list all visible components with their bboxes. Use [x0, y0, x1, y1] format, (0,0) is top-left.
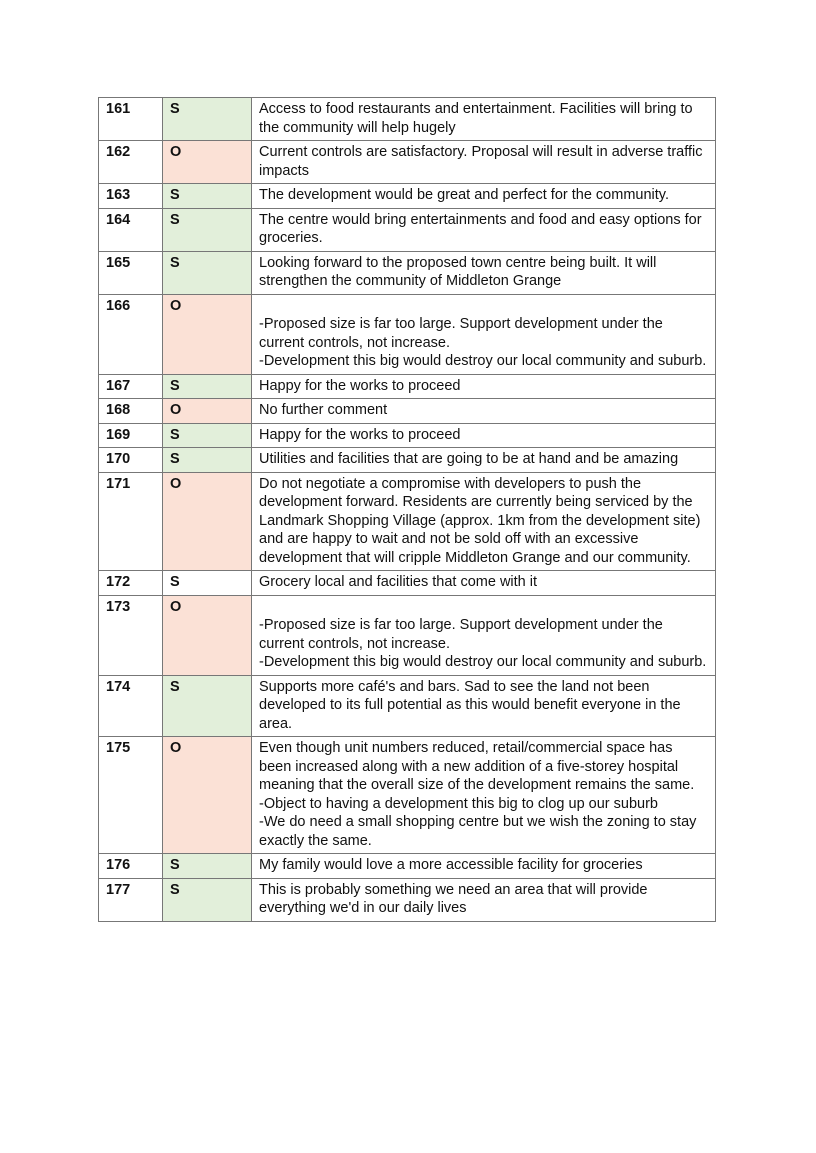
- table-row: [99, 675, 716, 737]
- position-cell: S: [163, 878, 252, 921]
- table-row: [99, 98, 716, 141]
- comment-text: -Development this big would destroy our local community and suburb.: [259, 654, 707, 670]
- submission-number: 165: [99, 251, 163, 294]
- comment-cell: [252, 854, 716, 879]
- table-row: [99, 423, 716, 448]
- submission-number: 177: [99, 878, 163, 921]
- position-cell: O: [163, 472, 252, 571]
- comment-cell: [252, 251, 716, 294]
- comment-cell: [252, 399, 716, 424]
- comment-cell: [252, 472, 716, 571]
- comment-text: -We do need a small shopping centre but we wish the zoning to stay exactly the same.: [259, 814, 697, 849]
- comment-text: Supports more café's and bars. Sad to see the land not been developed to its full potential as this would benefit everyone in the area.: [259, 678, 681, 732]
- comment-text: Current controls are satisfactory. Proposal will result in adverse traffic impacts: [259, 144, 703, 179]
- comment-text: -Proposed size is far too large. Support development under the current controls, not increase.: [259, 316, 663, 351]
- submission-number: 167: [99, 374, 163, 399]
- position-cell: S: [163, 98, 252, 141]
- comment-text: The development would be great and perfect for the community.: [259, 187, 669, 203]
- table-row: [99, 472, 716, 571]
- submissions-table-body: [99, 98, 716, 922]
- comment-cell: [252, 571, 716, 596]
- table-row: [99, 184, 716, 209]
- position-cell: S: [163, 208, 252, 251]
- comment-text: Grocery local and facilities that come with it: [259, 574, 538, 590]
- comment-cell: [252, 374, 716, 399]
- position-cell: S: [163, 251, 252, 294]
- submissions-table: [98, 97, 716, 922]
- comment-cell: [252, 294, 716, 374]
- submission-number: 164: [99, 208, 163, 251]
- comment-text: Happy for the works to proceed: [259, 377, 461, 394]
- table-row: [99, 141, 716, 184]
- comment-cell: [252, 675, 716, 737]
- comment-cell: [252, 878, 716, 921]
- position-cell: S: [163, 448, 252, 473]
- comment-cell: [252, 595, 716, 675]
- comment-text: -Proposed size is far too large. Support development under the current controls, not increase.: [259, 617, 663, 652]
- position-cell: O: [163, 595, 252, 675]
- table-row: [99, 294, 716, 374]
- table-row: [99, 399, 716, 424]
- submission-number: 173: [99, 595, 163, 675]
- comment-text: Utilities and facilities that are going to be at hand and be amazing: [259, 451, 679, 467]
- comment-cell: [252, 141, 716, 184]
- comment-text: Even though unit numbers reduced, retail/commercial space has been increased along with a new addition of a five-storey hospital meaning that the overall size of the development remains the same.: [259, 740, 695, 793]
- submission-number: 171: [99, 472, 163, 571]
- blank-line: [259, 297, 708, 316]
- comment-text: The centre would bring entertainments and food and easy options for groceries.: [259, 211, 702, 246]
- comment-text: No further comment: [259, 402, 388, 418]
- submission-number: 162: [99, 141, 163, 184]
- submission-number: 166: [99, 294, 163, 374]
- submission-number: 172: [99, 571, 163, 596]
- comment-cell: [252, 208, 716, 251]
- table-row: [99, 448, 716, 473]
- submission-number: 174: [99, 675, 163, 737]
- position-cell: O: [163, 737, 252, 854]
- blank-line: [259, 598, 708, 617]
- table-row: [99, 595, 716, 675]
- submission-number: 161: [99, 98, 163, 141]
- comment-cell: [252, 737, 716, 854]
- submission-number: 163: [99, 184, 163, 209]
- position-cell: O: [163, 399, 252, 424]
- table-row: [99, 571, 716, 596]
- table-row: [99, 374, 716, 399]
- position-cell: S: [163, 675, 252, 737]
- submission-number: 169: [99, 423, 163, 448]
- comment-text: -Object to having a development this big to clog up our suburb: [259, 795, 658, 812]
- comment-text: Access to food restaurants and entertainment. Facilities will bring to the community will help hugely: [259, 101, 693, 136]
- table-row: [99, 878, 716, 921]
- submission-number: 168: [99, 399, 163, 424]
- submission-number: 175: [99, 737, 163, 854]
- comment-cell: [252, 184, 716, 209]
- table-row: [99, 251, 716, 294]
- comment-text: -Development this big would destroy our local community and suburb.: [259, 353, 707, 369]
- submission-number: 176: [99, 854, 163, 879]
- position-cell: S: [163, 854, 252, 879]
- position-cell: S: [163, 423, 252, 448]
- comment-text: This is probably something we need an area that will provide everything we'd in our daily lives: [259, 881, 648, 916]
- position-cell: S: [163, 184, 252, 209]
- table-row: [99, 854, 716, 879]
- position-cell: O: [163, 294, 252, 374]
- table-row: [99, 208, 716, 251]
- position-cell: O: [163, 141, 252, 184]
- comment-text: Do not negotiate a compromise with developers to push the development forward. Residents are currently being serviced by the Landmark Shopping Village (approx. 1km from the development site) and are happy to wait and not be sold off with an excessive development that will cripple Middleton Grange and our community.: [259, 475, 701, 566]
- comment-cell: [252, 448, 716, 473]
- comment-cell: [252, 98, 716, 141]
- comment-cell: [252, 423, 716, 448]
- comment-text: Happy for the works to proceed: [259, 426, 461, 443]
- comment-text: Looking forward to the proposed town centre being built. It will strengthen the community of Middleton Grange: [259, 254, 657, 289]
- position-cell: S: [163, 571, 252, 596]
- submission-number: 170: [99, 448, 163, 473]
- position-cell: S: [163, 374, 252, 399]
- table-row: [99, 737, 716, 854]
- comment-text: My family would love a more accessible facility for groceries: [259, 857, 643, 873]
